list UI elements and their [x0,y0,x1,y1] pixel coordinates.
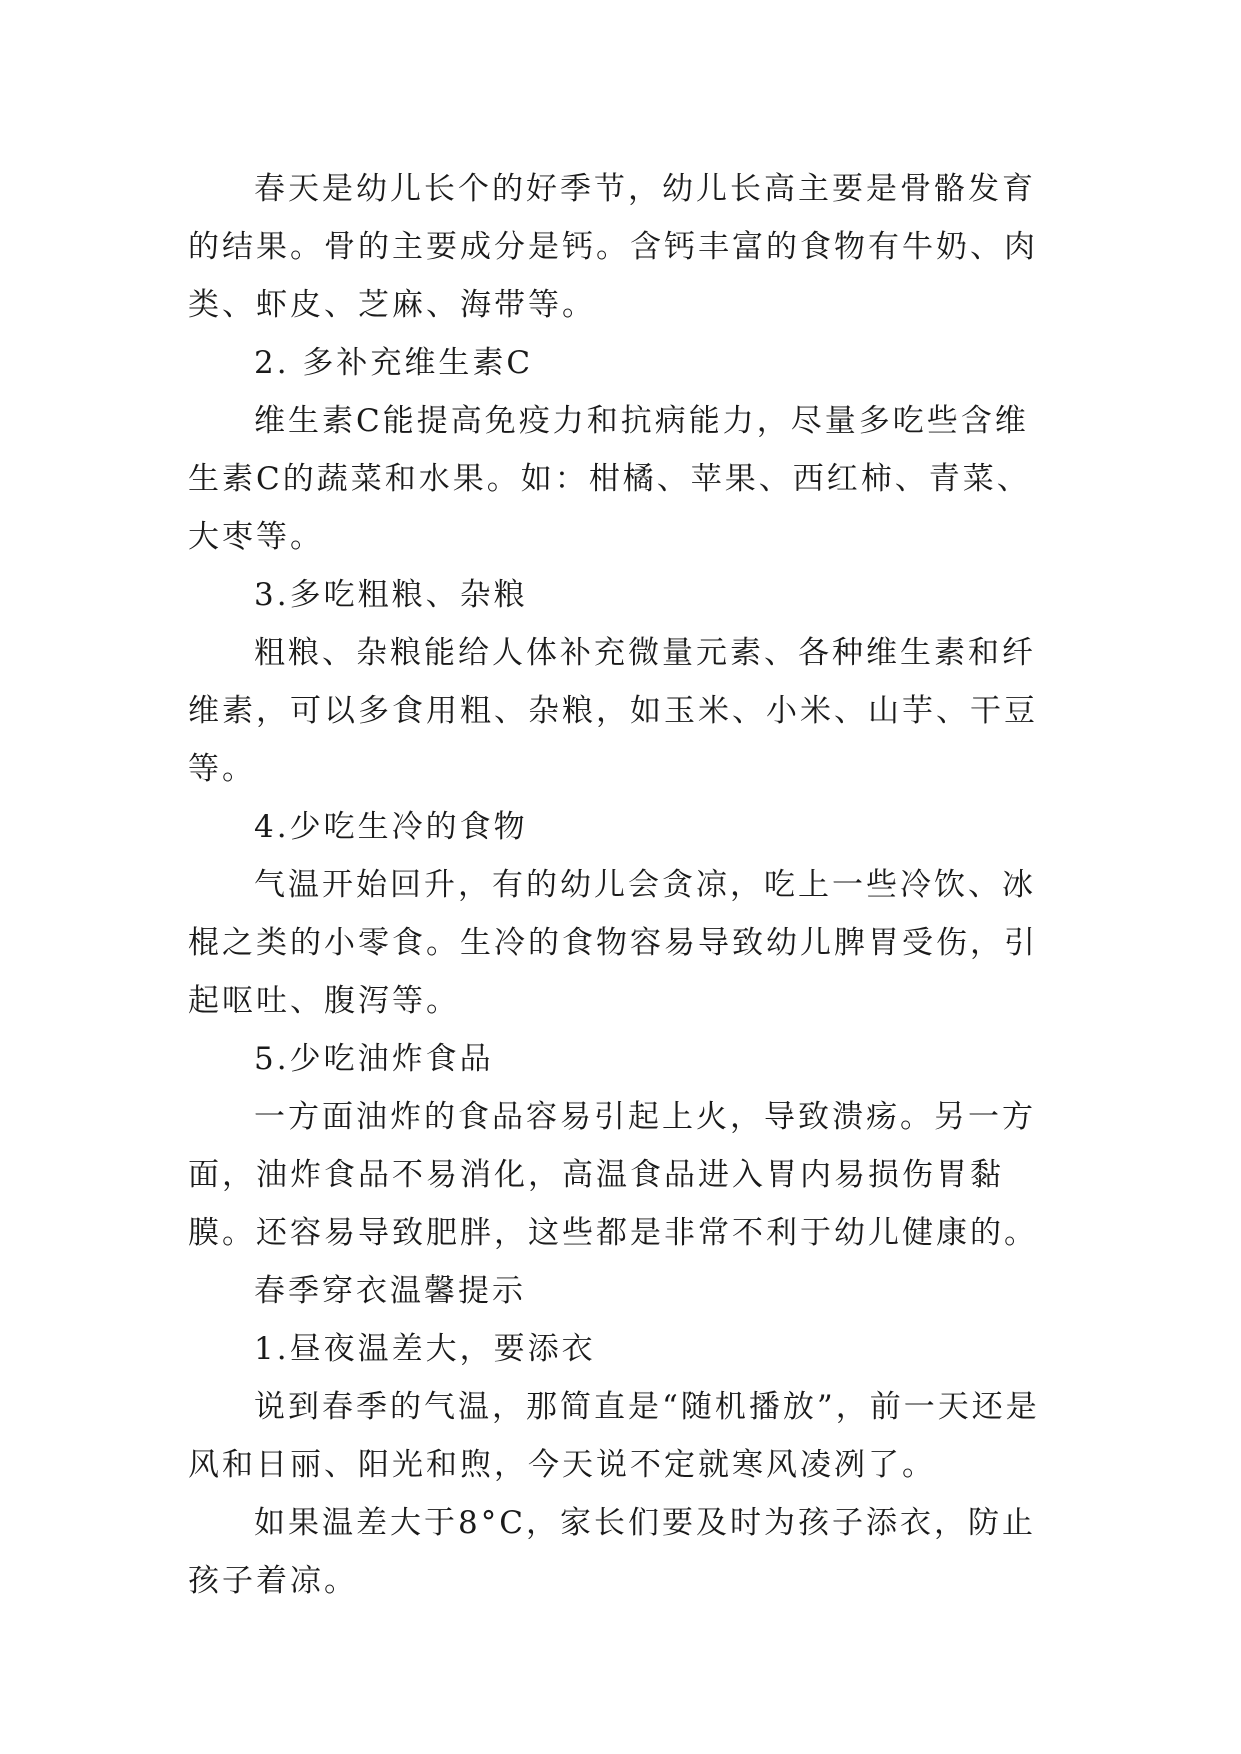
paragraph-calcium: 春天是幼儿长个的好季节，幼儿长高主要是骨骼发育的结果。骨的主要成分是钙。含钙丰富的食物有牛奶、肉类、虾皮、芝麻、海带等。 [188,171,1038,323]
heading-fried-food: 5.少吃油炸食品 [254,1041,494,1077]
paragraph-coarse-grains: 粗粮、杂粮能给人体补充微量元素、各种维生素和纤维素，可以多食用粗、杂粮，如玉米、小米、山芋、干豆等。 [188,635,1038,787]
paragraph-spring-weather: 说到春季的气温，那简直是“随机播放”，前一天还是风和日丽、阳光和煦，今天说不定就寒风凌冽了。 [188,1389,1040,1483]
paragraph-vitamin-c: 维生素C能提高免疫力和抗病能力，尽量多吃些含维生素C的蔬菜和水果。如：柑橘、苹果、西红柿、青菜、大枣等。 [188,403,1031,555]
heading-cold-food: 4.少吃生冷的食物 [254,809,528,845]
heading-spring-clothing: 春季穿衣温馨提示 [254,1273,526,1309]
document-body [188,160,1058,1610]
paragraph-add-clothes: 如果温差大于8°C，家长们要及时为孩子添衣，防止孩子着凉。 [188,1505,1036,1599]
paragraph-cold-food: 气温开始回升，有的幼儿会贪凉，吃上一些冷饮、冰棍之类的小零食。生冷的食物容易导致幼儿脾胃受伤，引起呕吐、腹泻等。 [188,867,1038,1019]
heading-coarse-grains: 3.多吃粗粮、杂粮 [254,577,528,613]
heading-vitamin-c: 2. 多补充维生素C [254,345,534,381]
heading-temperature-difference: 1.昼夜温差大，要添衣 [254,1331,596,1367]
paragraph-fried-food: 一方面油炸的食品容易引起上火，导致溃疡。另一方面，油炸食品不易消化，高温食品进入胃内易损伤胃黏膜。还容易导致肥胖，这些都是非常不利于幼儿健康的。 [188,1099,1038,1251]
